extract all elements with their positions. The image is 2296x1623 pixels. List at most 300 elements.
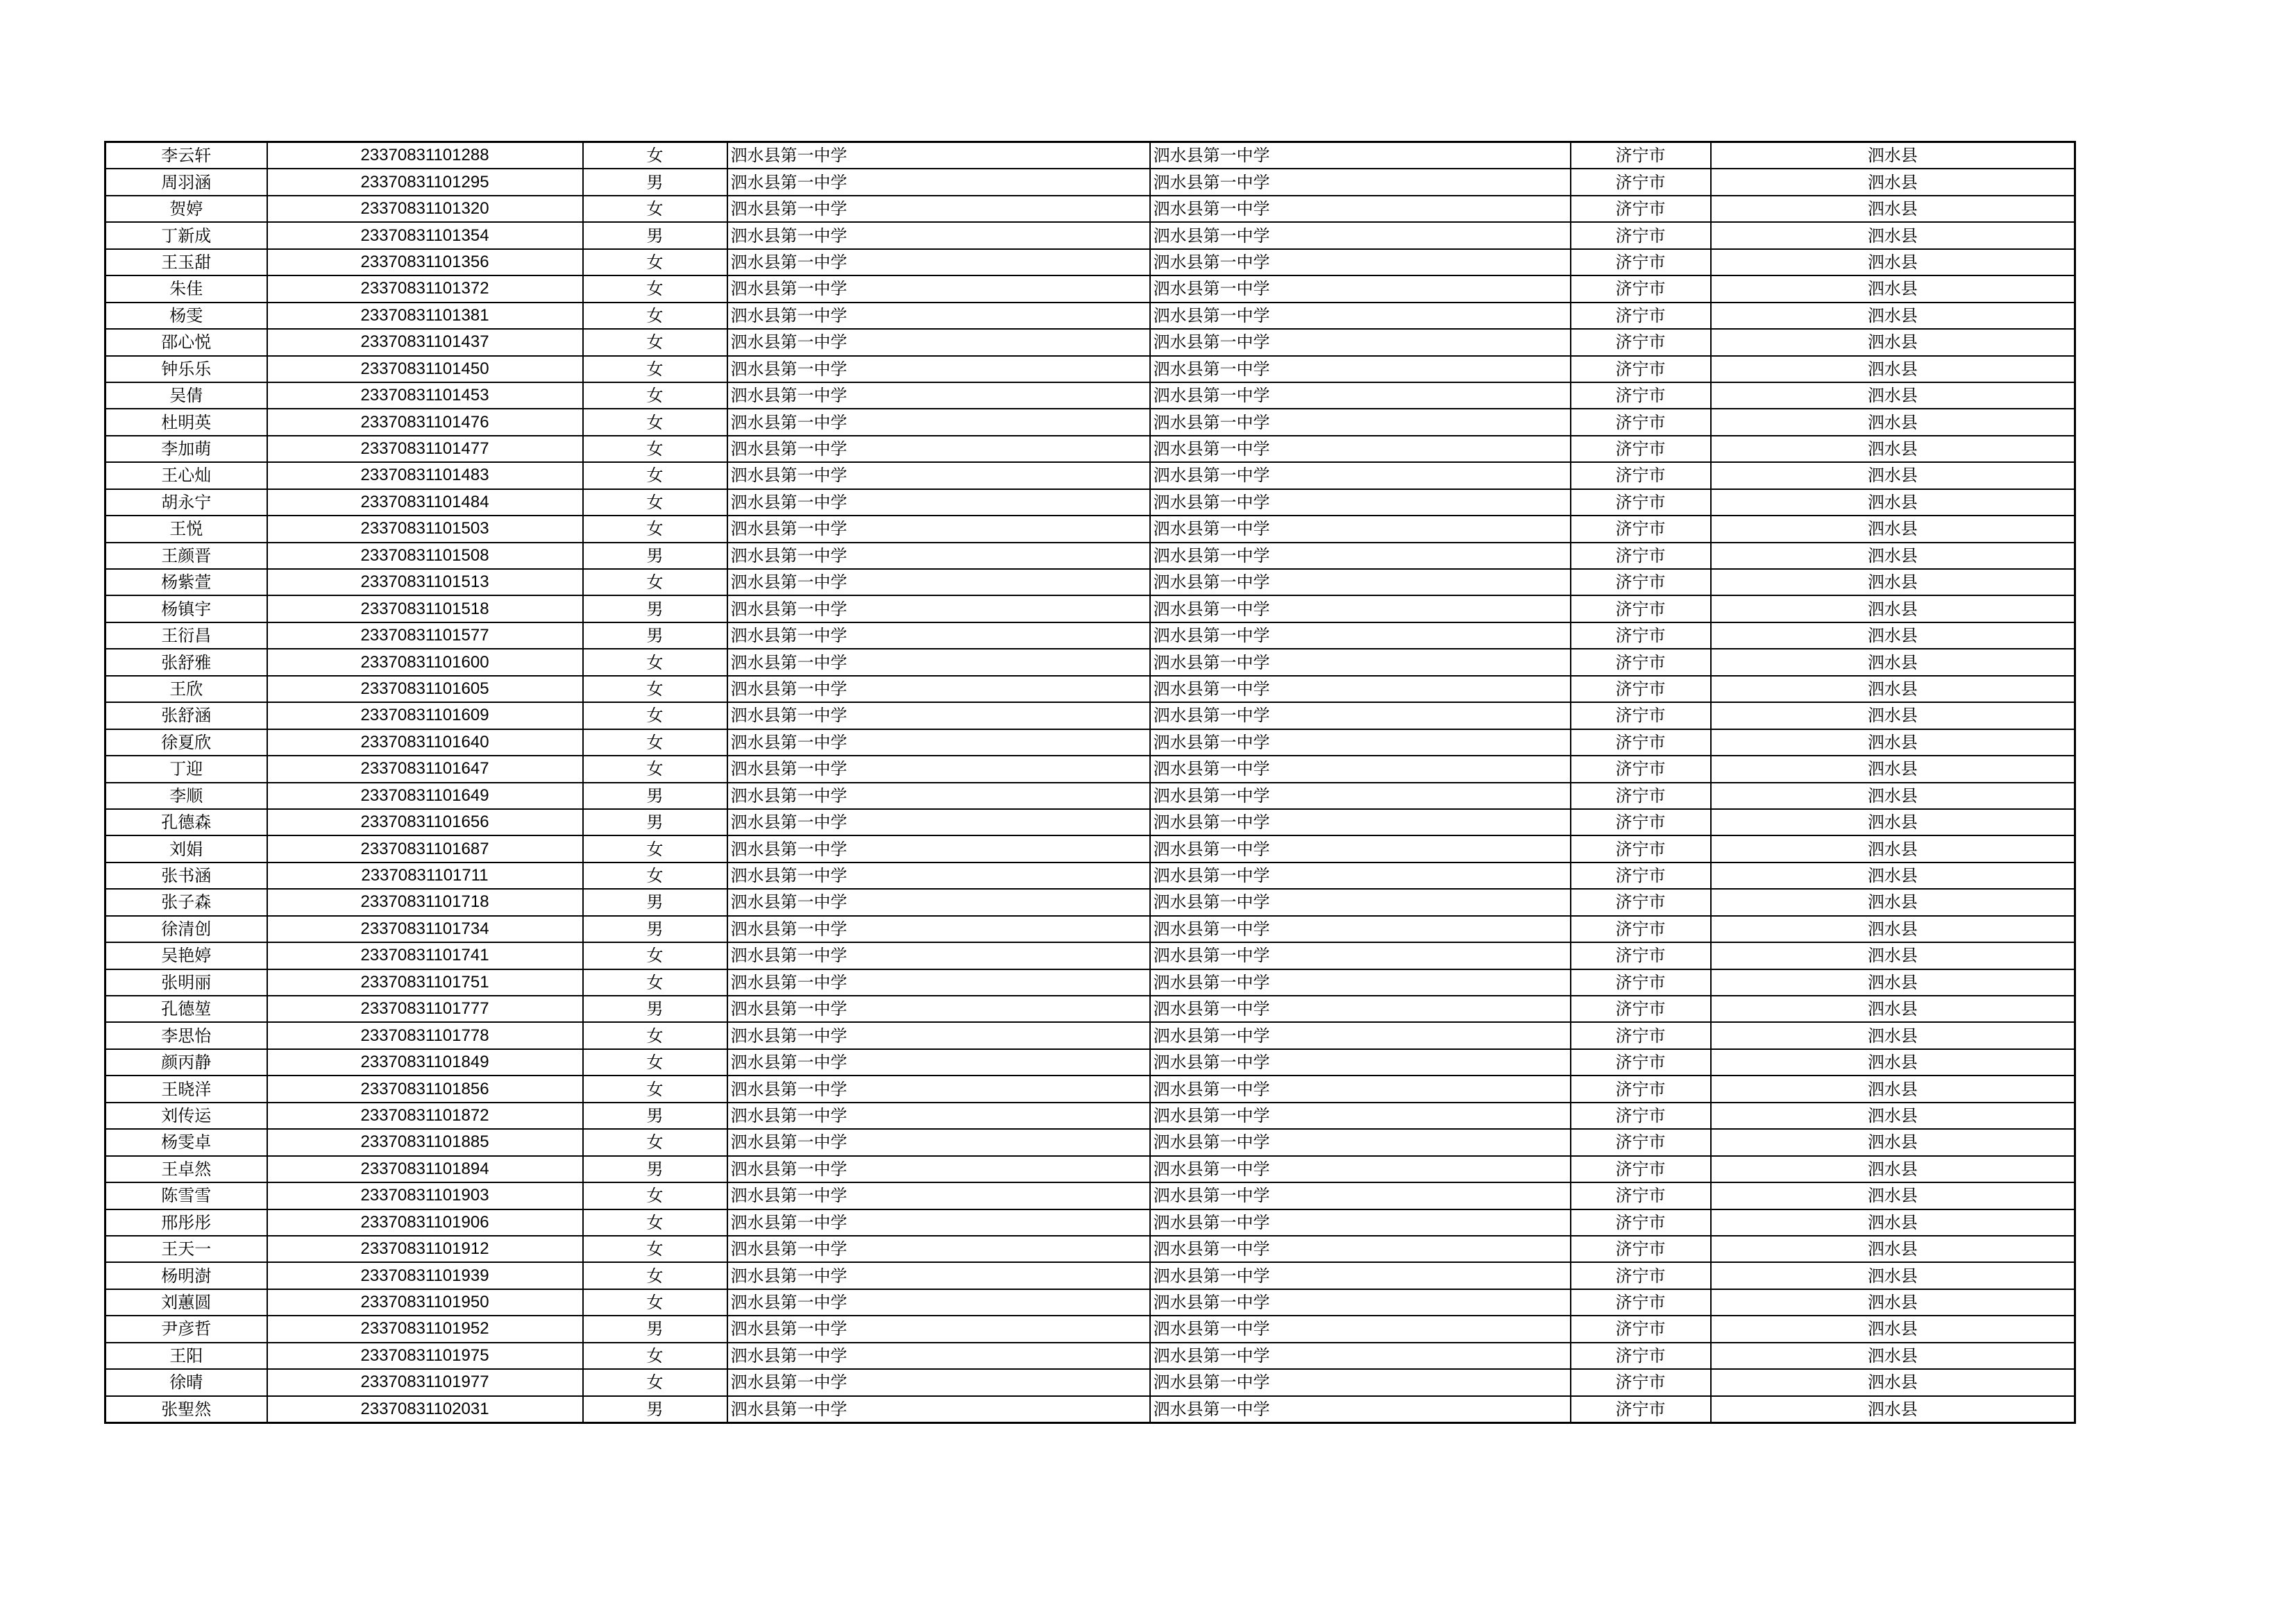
exam-id-cell: 23370831101906 xyxy=(267,1209,583,1236)
registered-school-cell: 泗水县第一中学 xyxy=(1150,169,1571,195)
table-row xyxy=(105,1396,2075,1423)
county-cell: 泗水县 xyxy=(1711,1343,2075,1369)
exam-id-cell: 23370831101656 xyxy=(267,809,583,835)
county-cell: 泗水县 xyxy=(1711,809,2075,835)
gender-cell: 女 xyxy=(583,649,727,675)
school-cell: 泗水县第一中学 xyxy=(727,676,1150,702)
table-row xyxy=(105,729,2075,756)
county-cell: 泗水县 xyxy=(1711,1076,2075,1102)
city-cell: 济宁市 xyxy=(1571,1262,1711,1289)
exam-id-cell: 23370831101977 xyxy=(267,1369,583,1395)
exam-id-cell: 23370831101751 xyxy=(267,969,583,996)
registered-school-cell: 泗水县第一中学 xyxy=(1150,142,1571,169)
city-cell: 济宁市 xyxy=(1571,1182,1711,1209)
school-cell: 泗水县第一中学 xyxy=(727,196,1150,222)
registered-school-cell: 泗水县第一中学 xyxy=(1150,996,1571,1022)
county-cell: 泗水县 xyxy=(1711,569,2075,595)
city-cell: 济宁市 xyxy=(1571,863,1711,889)
registered-school-cell: 泗水县第一中学 xyxy=(1150,1129,1571,1155)
table-row xyxy=(105,969,2075,996)
table-row xyxy=(105,676,2075,702)
table-row xyxy=(105,1343,2075,1369)
county-cell: 泗水县 xyxy=(1711,783,2075,809)
city-cell: 济宁市 xyxy=(1571,1396,1711,1423)
county-cell: 泗水县 xyxy=(1711,382,2075,409)
county-cell: 泗水县 xyxy=(1711,942,2075,969)
registered-school-cell: 泗水县第一中学 xyxy=(1150,1343,1571,1369)
county-cell: 泗水县 xyxy=(1711,169,2075,195)
table-row xyxy=(105,1076,2075,1102)
table-row xyxy=(105,1022,2075,1048)
county-cell: 泗水县 xyxy=(1711,1022,2075,1048)
county-cell: 泗水县 xyxy=(1711,543,2075,569)
school-cell: 泗水县第一中学 xyxy=(727,249,1150,275)
school-cell: 泗水县第一中学 xyxy=(727,1396,1150,1423)
table-row xyxy=(105,1316,2075,1342)
table-row xyxy=(105,1103,2075,1129)
exam-id-cell: 23370831101912 xyxy=(267,1236,583,1262)
name-cell: 孔德森 xyxy=(105,809,267,835)
registered-school-cell: 泗水县第一中学 xyxy=(1150,1022,1571,1048)
school-cell: 泗水县第一中学 xyxy=(727,1129,1150,1155)
city-cell: 济宁市 xyxy=(1571,702,1711,729)
city-cell: 济宁市 xyxy=(1571,196,1711,222)
exam-id-cell: 23370831101734 xyxy=(267,916,583,942)
name-cell: 王阳 xyxy=(105,1343,267,1369)
exam-id-cell: 23370831101777 xyxy=(267,996,583,1022)
gender-cell: 男 xyxy=(583,543,727,569)
school-cell: 泗水县第一中学 xyxy=(727,996,1150,1022)
city-cell: 济宁市 xyxy=(1571,303,1711,329)
county-cell: 泗水县 xyxy=(1711,595,2075,622)
gender-cell: 女 xyxy=(583,942,727,969)
name-cell: 王欣 xyxy=(105,676,267,702)
name-cell: 李思怡 xyxy=(105,1022,267,1048)
school-cell: 泗水县第一中学 xyxy=(727,1182,1150,1209)
table-row xyxy=(105,863,2075,889)
exam-id-cell: 23370831101640 xyxy=(267,729,583,756)
school-cell: 泗水县第一中学 xyxy=(727,569,1150,595)
exam-id-cell: 23370831101483 xyxy=(267,462,583,488)
city-cell: 济宁市 xyxy=(1571,382,1711,409)
gender-cell: 女 xyxy=(583,1209,727,1236)
name-cell: 吴倩 xyxy=(105,382,267,409)
table-row xyxy=(105,916,2075,942)
city-cell: 济宁市 xyxy=(1571,729,1711,756)
gender-cell: 女 xyxy=(583,1289,727,1316)
gender-cell: 女 xyxy=(583,1129,727,1155)
exam-id-cell: 23370831101649 xyxy=(267,783,583,809)
gender-cell: 男 xyxy=(583,916,727,942)
county-cell: 泗水县 xyxy=(1711,329,2075,355)
city-cell: 济宁市 xyxy=(1571,516,1711,542)
gender-cell: 女 xyxy=(583,409,727,435)
school-cell: 泗水县第一中学 xyxy=(727,1316,1150,1342)
registered-school-cell: 泗水县第一中学 xyxy=(1150,1156,1571,1182)
registered-school-cell: 泗水县第一中学 xyxy=(1150,1396,1571,1423)
name-cell: 贺婷 xyxy=(105,196,267,222)
exam-id-cell: 23370831101484 xyxy=(267,489,583,516)
table-row xyxy=(105,222,2075,248)
gender-cell: 女 xyxy=(583,569,727,595)
school-cell: 泗水县第一中学 xyxy=(727,275,1150,302)
table-row xyxy=(105,622,2075,649)
exam-id-cell: 23370831101778 xyxy=(267,1022,583,1048)
school-cell: 泗水县第一中学 xyxy=(727,1262,1150,1289)
registered-school-cell: 泗水县第一中学 xyxy=(1150,1369,1571,1395)
registered-school-cell: 泗水县第一中学 xyxy=(1150,702,1571,729)
school-cell: 泗水县第一中学 xyxy=(727,1343,1150,1369)
exam-id-cell: 23370831101354 xyxy=(267,222,583,248)
gender-cell: 男 xyxy=(583,1103,727,1129)
county-cell: 泗水县 xyxy=(1711,222,2075,248)
exam-id-cell: 23370831102031 xyxy=(267,1396,583,1423)
name-cell: 张子森 xyxy=(105,889,267,915)
name-cell: 邵心悦 xyxy=(105,329,267,355)
exam-id-cell: 23370831101453 xyxy=(267,382,583,409)
county-cell: 泗水县 xyxy=(1711,969,2075,996)
city-cell: 济宁市 xyxy=(1571,142,1711,169)
school-cell: 泗水县第一中学 xyxy=(727,489,1150,516)
city-cell: 济宁市 xyxy=(1571,889,1711,915)
table-row xyxy=(105,1156,2075,1182)
exam-id-cell: 23370831101508 xyxy=(267,543,583,569)
registered-school-cell: 泗水县第一中学 xyxy=(1150,622,1571,649)
exam-id-cell: 23370831101518 xyxy=(267,595,583,622)
city-cell: 济宁市 xyxy=(1571,1156,1711,1182)
name-cell: 徐清创 xyxy=(105,916,267,942)
school-cell: 泗水县第一中学 xyxy=(727,1369,1150,1395)
gender-cell: 女 xyxy=(583,142,727,169)
city-cell: 济宁市 xyxy=(1571,622,1711,649)
school-cell: 泗水县第一中学 xyxy=(727,382,1150,409)
table-row xyxy=(105,142,2075,169)
city-cell: 济宁市 xyxy=(1571,649,1711,675)
name-cell: 胡永宁 xyxy=(105,489,267,516)
gender-cell: 女 xyxy=(583,676,727,702)
city-cell: 济宁市 xyxy=(1571,942,1711,969)
city-cell: 济宁市 xyxy=(1571,1103,1711,1129)
exam-id-cell: 23370831101320 xyxy=(267,196,583,222)
exam-id-cell: 23370831101295 xyxy=(267,169,583,195)
exam-id-cell: 23370831101939 xyxy=(267,1262,583,1289)
table-row xyxy=(105,249,2075,275)
county-cell: 泗水县 xyxy=(1711,436,2075,462)
school-cell: 泗水县第一中学 xyxy=(727,222,1150,248)
registered-school-cell: 泗水县第一中学 xyxy=(1150,756,1571,782)
exam-id-cell: 23370831101577 xyxy=(267,622,583,649)
city-cell: 济宁市 xyxy=(1571,1369,1711,1395)
gender-cell: 女 xyxy=(583,1262,727,1289)
gender-cell: 男 xyxy=(583,809,727,835)
table-row xyxy=(105,835,2075,862)
county-cell: 泗水县 xyxy=(1711,1396,2075,1423)
county-cell: 泗水县 xyxy=(1711,249,2075,275)
registered-school-cell: 泗水县第一中学 xyxy=(1150,275,1571,302)
gender-cell: 男 xyxy=(583,1316,727,1342)
table-row xyxy=(105,382,2075,409)
name-cell: 王卓然 xyxy=(105,1156,267,1182)
city-cell: 济宁市 xyxy=(1571,1022,1711,1048)
county-cell: 泗水县 xyxy=(1711,835,2075,862)
city-cell: 济宁市 xyxy=(1571,1316,1711,1342)
county-cell: 泗水县 xyxy=(1711,863,2075,889)
table-row xyxy=(105,462,2075,488)
registered-school-cell: 泗水县第一中学 xyxy=(1150,1049,1571,1076)
county-cell: 泗水县 xyxy=(1711,729,2075,756)
registered-school-cell: 泗水县第一中学 xyxy=(1150,329,1571,355)
school-cell: 泗水县第一中学 xyxy=(727,169,1150,195)
gender-cell: 男 xyxy=(583,783,727,809)
registered-school-cell: 泗水县第一中学 xyxy=(1150,729,1571,756)
name-cell: 李顺 xyxy=(105,783,267,809)
exam-id-cell: 23370831101450 xyxy=(267,356,583,382)
school-cell: 泗水县第一中学 xyxy=(727,969,1150,996)
name-cell: 邢彤彤 xyxy=(105,1209,267,1236)
county-cell: 泗水县 xyxy=(1711,462,2075,488)
school-cell: 泗水县第一中学 xyxy=(727,1236,1150,1262)
city-cell: 济宁市 xyxy=(1571,489,1711,516)
county-cell: 泗水县 xyxy=(1711,649,2075,675)
gender-cell: 女 xyxy=(583,729,727,756)
gender-cell: 男 xyxy=(583,1396,727,1423)
school-cell: 泗水县第一中学 xyxy=(727,1209,1150,1236)
exam-id-cell: 23370831101950 xyxy=(267,1289,583,1316)
city-cell: 济宁市 xyxy=(1571,996,1711,1022)
table-row xyxy=(105,942,2075,969)
school-cell: 泗水县第一中学 xyxy=(727,783,1150,809)
exam-id-cell: 23370831101975 xyxy=(267,1343,583,1369)
name-cell: 张舒雅 xyxy=(105,649,267,675)
table-row xyxy=(105,436,2075,462)
registered-school-cell: 泗水县第一中学 xyxy=(1150,382,1571,409)
registered-school-cell: 泗水县第一中学 xyxy=(1150,303,1571,329)
school-cell: 泗水县第一中学 xyxy=(727,622,1150,649)
gender-cell: 女 xyxy=(583,835,727,862)
name-cell: 刘传运 xyxy=(105,1103,267,1129)
county-cell: 泗水县 xyxy=(1711,1236,2075,1262)
city-cell: 济宁市 xyxy=(1571,462,1711,488)
table-row xyxy=(105,1049,2075,1076)
gender-cell: 女 xyxy=(583,303,727,329)
name-cell: 杨雯卓 xyxy=(105,1129,267,1155)
name-cell: 丁迎 xyxy=(105,756,267,782)
exam-id-cell: 23370831101503 xyxy=(267,516,583,542)
name-cell: 张书涵 xyxy=(105,863,267,889)
table-row xyxy=(105,569,2075,595)
school-cell: 泗水县第一中学 xyxy=(727,756,1150,782)
county-cell: 泗水县 xyxy=(1711,996,2075,1022)
exam-id-cell: 23370831101600 xyxy=(267,649,583,675)
registered-school-cell: 泗水县第一中学 xyxy=(1150,356,1571,382)
city-cell: 济宁市 xyxy=(1571,595,1711,622)
registered-school-cell: 泗水县第一中学 xyxy=(1150,489,1571,516)
exam-id-cell: 23370831101381 xyxy=(267,303,583,329)
gender-cell: 男 xyxy=(583,622,727,649)
county-cell: 泗水县 xyxy=(1711,409,2075,435)
exam-id-cell: 23370831101903 xyxy=(267,1182,583,1209)
city-cell: 济宁市 xyxy=(1571,916,1711,942)
gender-cell: 女 xyxy=(583,969,727,996)
name-cell: 张聖然 xyxy=(105,1396,267,1423)
exam-id-cell: 23370831101513 xyxy=(267,569,583,595)
school-cell: 泗水县第一中学 xyxy=(727,595,1150,622)
school-cell: 泗水县第一中学 xyxy=(727,889,1150,915)
school-cell: 泗水县第一中学 xyxy=(727,729,1150,756)
city-cell: 济宁市 xyxy=(1571,756,1711,782)
school-cell: 泗水县第一中学 xyxy=(727,462,1150,488)
registered-school-cell: 泗水县第一中学 xyxy=(1150,1076,1571,1102)
name-cell: 王心灿 xyxy=(105,462,267,488)
county-cell: 泗水县 xyxy=(1711,1289,2075,1316)
student-table xyxy=(104,141,2076,1424)
registered-school-cell: 泗水县第一中学 xyxy=(1150,409,1571,435)
gender-cell: 男 xyxy=(583,222,727,248)
exam-id-cell: 23370831101741 xyxy=(267,942,583,969)
school-cell: 泗水县第一中学 xyxy=(727,1103,1150,1129)
registered-school-cell: 泗水县第一中学 xyxy=(1150,436,1571,462)
county-cell: 泗水县 xyxy=(1711,622,2075,649)
school-cell: 泗水县第一中学 xyxy=(727,942,1150,969)
name-cell: 王玉甜 xyxy=(105,249,267,275)
exam-id-cell: 23370831101476 xyxy=(267,409,583,435)
city-cell: 济宁市 xyxy=(1571,676,1711,702)
city-cell: 济宁市 xyxy=(1571,1236,1711,1262)
name-cell: 徐夏欣 xyxy=(105,729,267,756)
registered-school-cell: 泗水县第一中学 xyxy=(1150,809,1571,835)
table-row xyxy=(105,1182,2075,1209)
county-cell: 泗水县 xyxy=(1711,756,2075,782)
name-cell: 杨明澍 xyxy=(105,1262,267,1289)
registered-school-cell: 泗水县第一中学 xyxy=(1150,1103,1571,1129)
table-row xyxy=(105,1262,2075,1289)
city-cell: 济宁市 xyxy=(1571,809,1711,835)
registered-school-cell: 泗水县第一中学 xyxy=(1150,863,1571,889)
registered-school-cell: 泗水县第一中学 xyxy=(1150,649,1571,675)
table-row xyxy=(105,303,2075,329)
registered-school-cell: 泗水县第一中学 xyxy=(1150,969,1571,996)
name-cell: 杨雯 xyxy=(105,303,267,329)
gender-cell: 女 xyxy=(583,1049,727,1076)
name-cell: 杜明英 xyxy=(105,409,267,435)
school-cell: 泗水县第一中学 xyxy=(727,409,1150,435)
gender-cell: 女 xyxy=(583,356,727,382)
table-row xyxy=(105,756,2075,782)
school-cell: 泗水县第一中学 xyxy=(727,1076,1150,1102)
name-cell: 杨紫萱 xyxy=(105,569,267,595)
county-cell: 泗水县 xyxy=(1711,516,2075,542)
exam-id-cell: 23370831101856 xyxy=(267,1076,583,1102)
registered-school-cell: 泗水县第一中学 xyxy=(1150,222,1571,248)
gender-cell: 女 xyxy=(583,516,727,542)
city-cell: 济宁市 xyxy=(1571,1343,1711,1369)
exam-id-cell: 23370831101885 xyxy=(267,1129,583,1155)
registered-school-cell: 泗水县第一中学 xyxy=(1150,196,1571,222)
table-row xyxy=(105,1209,2075,1236)
registered-school-cell: 泗水县第一中学 xyxy=(1150,1316,1571,1342)
school-cell: 泗水县第一中学 xyxy=(727,142,1150,169)
gender-cell: 男 xyxy=(583,595,727,622)
county-cell: 泗水县 xyxy=(1711,1182,2075,1209)
exam-id-cell: 23370831101718 xyxy=(267,889,583,915)
city-cell: 济宁市 xyxy=(1571,1076,1711,1102)
school-cell: 泗水县第一中学 xyxy=(727,863,1150,889)
name-cell: 陈雪雪 xyxy=(105,1182,267,1209)
county-cell: 泗水县 xyxy=(1711,676,2075,702)
student-table-body xyxy=(105,142,2075,1423)
registered-school-cell: 泗水县第一中学 xyxy=(1150,462,1571,488)
table-row xyxy=(105,1129,2075,1155)
name-cell: 刘蕙圆 xyxy=(105,1289,267,1316)
school-cell: 泗水县第一中学 xyxy=(727,1289,1150,1316)
name-cell: 丁新成 xyxy=(105,222,267,248)
name-cell: 杨镇宇 xyxy=(105,595,267,622)
table-row xyxy=(105,889,2075,915)
table-row xyxy=(105,1289,2075,1316)
county-cell: 泗水县 xyxy=(1711,702,2075,729)
table-row xyxy=(105,196,2075,222)
table-row xyxy=(105,489,2075,516)
table-row xyxy=(105,1236,2075,1262)
gender-cell: 男 xyxy=(583,1156,727,1182)
school-cell: 泗水县第一中学 xyxy=(727,1022,1150,1048)
name-cell: 王衍昌 xyxy=(105,622,267,649)
county-cell: 泗水县 xyxy=(1711,1209,2075,1236)
city-cell: 济宁市 xyxy=(1571,409,1711,435)
table-row xyxy=(105,595,2075,622)
county-cell: 泗水县 xyxy=(1711,489,2075,516)
gender-cell: 女 xyxy=(583,1343,727,1369)
name-cell: 孔德堃 xyxy=(105,996,267,1022)
county-cell: 泗水县 xyxy=(1711,1103,2075,1129)
registered-school-cell: 泗水县第一中学 xyxy=(1150,835,1571,862)
name-cell: 吴艳婷 xyxy=(105,942,267,969)
name-cell: 张明丽 xyxy=(105,969,267,996)
city-cell: 济宁市 xyxy=(1571,1289,1711,1316)
name-cell: 王颜晋 xyxy=(105,543,267,569)
city-cell: 济宁市 xyxy=(1571,543,1711,569)
city-cell: 济宁市 xyxy=(1571,329,1711,355)
gender-cell: 女 xyxy=(583,756,727,782)
table-row xyxy=(105,275,2075,302)
name-cell: 周羽涵 xyxy=(105,169,267,195)
city-cell: 济宁市 xyxy=(1571,783,1711,809)
school-cell: 泗水县第一中学 xyxy=(727,916,1150,942)
gender-cell: 女 xyxy=(583,1076,727,1102)
table-row xyxy=(105,356,2075,382)
school-cell: 泗水县第一中学 xyxy=(727,543,1150,569)
name-cell: 李加萌 xyxy=(105,436,267,462)
county-cell: 泗水县 xyxy=(1711,1316,2075,1342)
table-row xyxy=(105,1369,2075,1395)
gender-cell: 女 xyxy=(583,382,727,409)
school-cell: 泗水县第一中学 xyxy=(727,516,1150,542)
registered-school-cell: 泗水县第一中学 xyxy=(1150,942,1571,969)
name-cell: 颜丙静 xyxy=(105,1049,267,1076)
city-cell: 济宁市 xyxy=(1571,275,1711,302)
city-cell: 济宁市 xyxy=(1571,356,1711,382)
exam-id-cell: 23370831101647 xyxy=(267,756,583,782)
city-cell: 济宁市 xyxy=(1571,436,1711,462)
county-cell: 泗水县 xyxy=(1711,303,2075,329)
county-cell: 泗水县 xyxy=(1711,356,2075,382)
gender-cell: 女 xyxy=(583,702,727,729)
school-cell: 泗水县第一中学 xyxy=(727,702,1150,729)
county-cell: 泗水县 xyxy=(1711,275,2075,302)
exam-id-cell: 23370831101687 xyxy=(267,835,583,862)
city-cell: 济宁市 xyxy=(1571,969,1711,996)
exam-id-cell: 23370831101372 xyxy=(267,275,583,302)
